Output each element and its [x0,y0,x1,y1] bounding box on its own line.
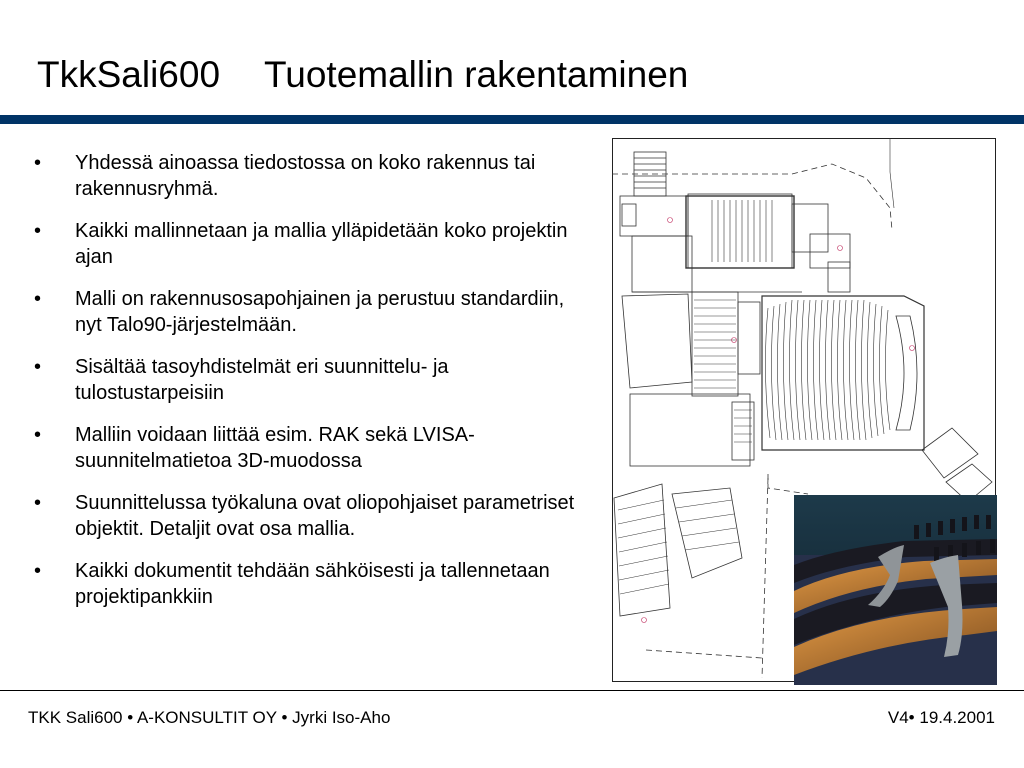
slide-title [37,50,688,100]
bullet-text: Malli on rakennusosapohjainen ja perustuu standardiin, nyt Talo90-järjestelmään. [75,288,565,336]
bullet-text: Kaikki mallinnetaan ja mallia ylläpidetään koko projektin ajan [75,220,568,268]
bullet-dot: • [34,356,42,378]
bullet-list [34,150,594,626]
bullet-item [34,218,594,270]
bullet-item [34,150,594,202]
bullet-text: Sisältää tasoyhdistelmät eri suunnittelu- ja tulostustarpeisiin [75,356,449,404]
bullet-dot: • [34,152,42,174]
bullet-dot: • [34,492,42,514]
slide-title-subtitle: Tuotemallin rakentaminen [264,54,689,95]
bullet-dot: • [34,220,42,242]
bullet-item [34,558,594,610]
building-model-figure [612,138,996,682]
footer-credits: TKK Sali600 • A-KONSULTIT OY • Jyrki Iso-Aho [28,708,391,727]
footer-divider [0,690,1024,691]
bullet-item [34,422,594,474]
title-underline-bar [0,115,1024,124]
bullet-text: Malliin voidaan liittää esim. RAK sekä LVISA-suunnitelmatietoa 3D-muodossa [75,424,475,472]
bullet-item [34,286,594,338]
bullet-dot: • [34,288,42,310]
bullet-text: Suunnittelussa työkaluna ovat oliopohjaiset parametriset objektit. Detaljit ovat osa mallia. [75,492,575,540]
slide-title-main: TkkSali600 [37,54,221,95]
bullet-text: Kaikki dokumentit tehdään sähköisesti ja tallennetaan projektipankkiin [75,560,550,608]
bullet-item [34,354,594,406]
bullet-item [34,490,594,542]
footer-version-date: V4• 19.4.2001 [887,708,995,727]
bullet-dot: • [34,560,42,582]
bullet-text: Yhdessä ainoassa tiedostossa on koko rakennus tai rakennusryhmä. [75,152,536,200]
auditorium-3d-render [794,495,997,685]
bullet-dot: • [34,424,42,446]
